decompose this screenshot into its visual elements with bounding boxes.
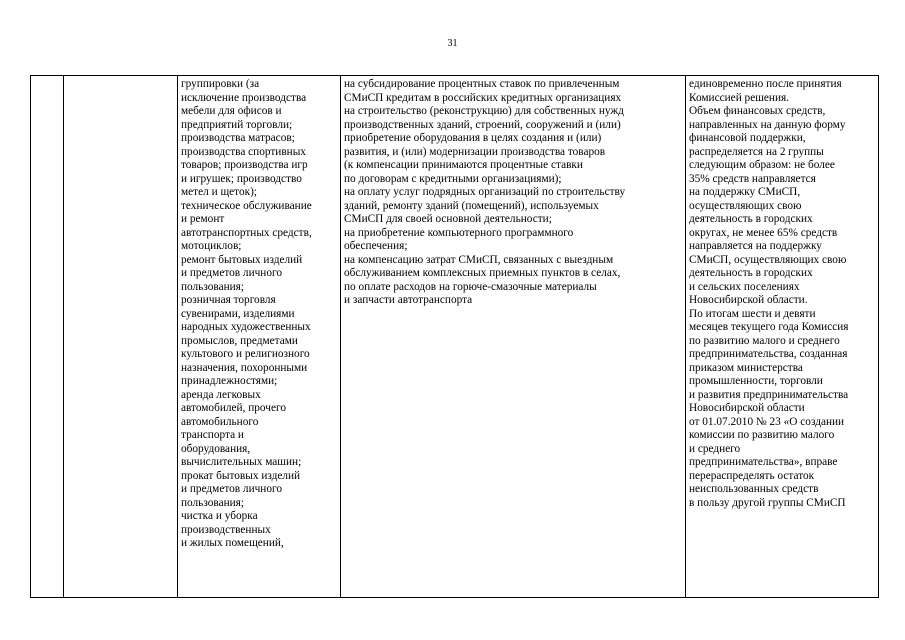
cell-text	[689, 78, 875, 510]
text-line: промышленности, торговли	[689, 375, 823, 387]
text-line: по развитию малого и среднего	[689, 334, 840, 347]
text-line: и развития предпринимательства	[689, 388, 849, 401]
text-line: на субсидирование процентных ставок по привлеченным	[344, 78, 620, 90]
text-line: мебели для офисов и	[181, 105, 282, 117]
text-line: от 01.07.2010 № 23 «О создании	[689, 415, 845, 428]
text-line: на строительство (реконструкцию) для собственных нужд	[344, 105, 624, 117]
text-line: и запчасти автотранспорта	[344, 294, 473, 306]
table-cell-conditions	[686, 76, 879, 598]
text-line: Комиссией решения.	[689, 91, 790, 104]
text-line: принадлежностями;	[181, 375, 278, 387]
cell-text	[181, 78, 337, 551]
text-line: народных художественных	[181, 321, 311, 333]
text-line: производства матрасов;	[181, 132, 295, 144]
text-line: Новосибирской области.	[689, 294, 808, 306]
text-line: деятельность в городских	[689, 267, 813, 279]
text-line: следующим образом: не более	[689, 159, 835, 171]
table-cell-col2	[64, 76, 178, 598]
table-cell-activities	[178, 76, 341, 598]
text-line: в пользу другой группы СМиСП	[689, 496, 846, 509]
text-line: культового и религиозного	[181, 348, 310, 360]
text-line: пользования;	[181, 280, 245, 293]
text-line: направленных на данную форму	[689, 118, 846, 131]
text-line: единовременно после принятия	[689, 78, 842, 90]
text-line: техническое обслуживание	[181, 199, 312, 212]
text-line: и предметов личного	[181, 267, 282, 279]
text-line: месяцев текущего года Комиссия	[689, 321, 849, 333]
text-line: и ремонт	[181, 213, 225, 225]
text-line: автотранспортных средств,	[181, 226, 312, 239]
text-line: исключение производства	[181, 91, 307, 104]
text-line: деятельность в городских	[689, 213, 813, 225]
text-line: по договорам с кредитными организациями);	[344, 172, 562, 185]
document-table	[30, 75, 879, 598]
text-line: СМиСП для своей основной деятельности;	[344, 213, 552, 225]
text-line: на приобретение компьютерного программного	[344, 226, 574, 239]
text-line: розничная торговля	[181, 294, 276, 306]
text-line: производства спортивных	[181, 145, 306, 158]
text-line: прокат бытовых изделий	[181, 469, 301, 482]
text-line: ремонт бытовых изделий	[181, 253, 303, 266]
text-line: комиссии по развитию малого	[689, 429, 835, 441]
text-line: пользования;	[181, 496, 245, 509]
text-line: и жилых помещений,	[181, 537, 284, 549]
table-row	[31, 76, 879, 598]
table-cell-col1	[31, 76, 64, 598]
text-line: СМиСП, осуществляющих свою	[689, 253, 847, 266]
text-line: на оплату услуг подрядных организаций по строительству	[344, 186, 626, 198]
text-line: предпринимательства, созданная	[689, 348, 848, 360]
table-cell-support-purposes	[341, 76, 686, 598]
text-line: СМиСП кредитам в российских кредитных организациях	[344, 91, 622, 104]
text-line: на компенсацию затрат СМиСП, связанных с выездным	[344, 253, 614, 266]
text-line: осуществляющих свою	[689, 199, 802, 212]
text-line: зданий, ремонту зданий (помещений), используемых	[344, 199, 599, 212]
text-line: автомобилей, прочего	[181, 402, 286, 414]
text-line: приказом министерства	[689, 361, 803, 374]
text-line: перераспределять остаток	[689, 469, 815, 482]
text-line: группировки (за	[181, 78, 260, 90]
text-line: производственных	[181, 523, 271, 536]
text-line: метел и щеток);	[181, 186, 257, 198]
text-line: приобретение оборудования в целях создания и (или)	[344, 132, 602, 144]
text-line: предпринимательства», вправе	[689, 456, 838, 468]
text-line: направляется на поддержку	[689, 240, 822, 252]
text-line: По итогам шести и девяти	[689, 307, 816, 320]
text-line: производственных зданий, строений, сооружений и (или)	[344, 118, 621, 131]
text-line: и сельских поселениях	[689, 280, 800, 293]
text-line: чистка и уборка	[181, 510, 258, 522]
text-line: Новосибирской области	[689, 402, 805, 414]
text-line: транспорта и	[181, 429, 244, 441]
text-line: предприятий торговли;	[181, 118, 293, 131]
text-line: сувенирами, изделиями	[181, 307, 295, 320]
text-line: промыслов, предметами	[181, 334, 298, 347]
text-line: по оплате расходов на горюче-смазочные материалы	[344, 280, 597, 293]
text-line: (к компенсации принимаются процентные ставки	[344, 159, 583, 171]
text-line: обслуживанием комплексных приемных пунктов в селах,	[344, 267, 621, 279]
text-line: вычислительных машин;	[181, 456, 302, 468]
text-line: автомобильного	[181, 415, 259, 428]
text-line: распределяется на 2 группы	[689, 145, 824, 158]
text-line: и предметов личного	[181, 483, 282, 495]
text-line: неиспользованных средств	[689, 483, 819, 495]
text-line: оборудования,	[181, 442, 251, 455]
text-line: округах, не менее 65% средств	[689, 226, 838, 239]
text-line: 35% средств направляется	[689, 172, 816, 185]
text-line: назначения, похоронными	[181, 361, 308, 374]
cell-text	[344, 78, 682, 308]
text-line: и среднего	[689, 442, 741, 455]
text-line: финансовой поддержки,	[689, 132, 806, 144]
text-line: аренда легковых	[181, 388, 261, 401]
text-line: товаров; производства игр	[181, 159, 308, 171]
text-line: развития, и (или) модернизации производства товаров	[344, 145, 606, 158]
text-line: обеспечения;	[344, 240, 408, 252]
text-line: и игрушек; производство	[181, 172, 302, 185]
text-line: на поддержку СМиСП,	[689, 186, 801, 198]
text-line: мотоциклов;	[181, 240, 242, 252]
page-number: 31	[447, 38, 458, 49]
text-line: Объем финансовых средств,	[689, 105, 826, 117]
